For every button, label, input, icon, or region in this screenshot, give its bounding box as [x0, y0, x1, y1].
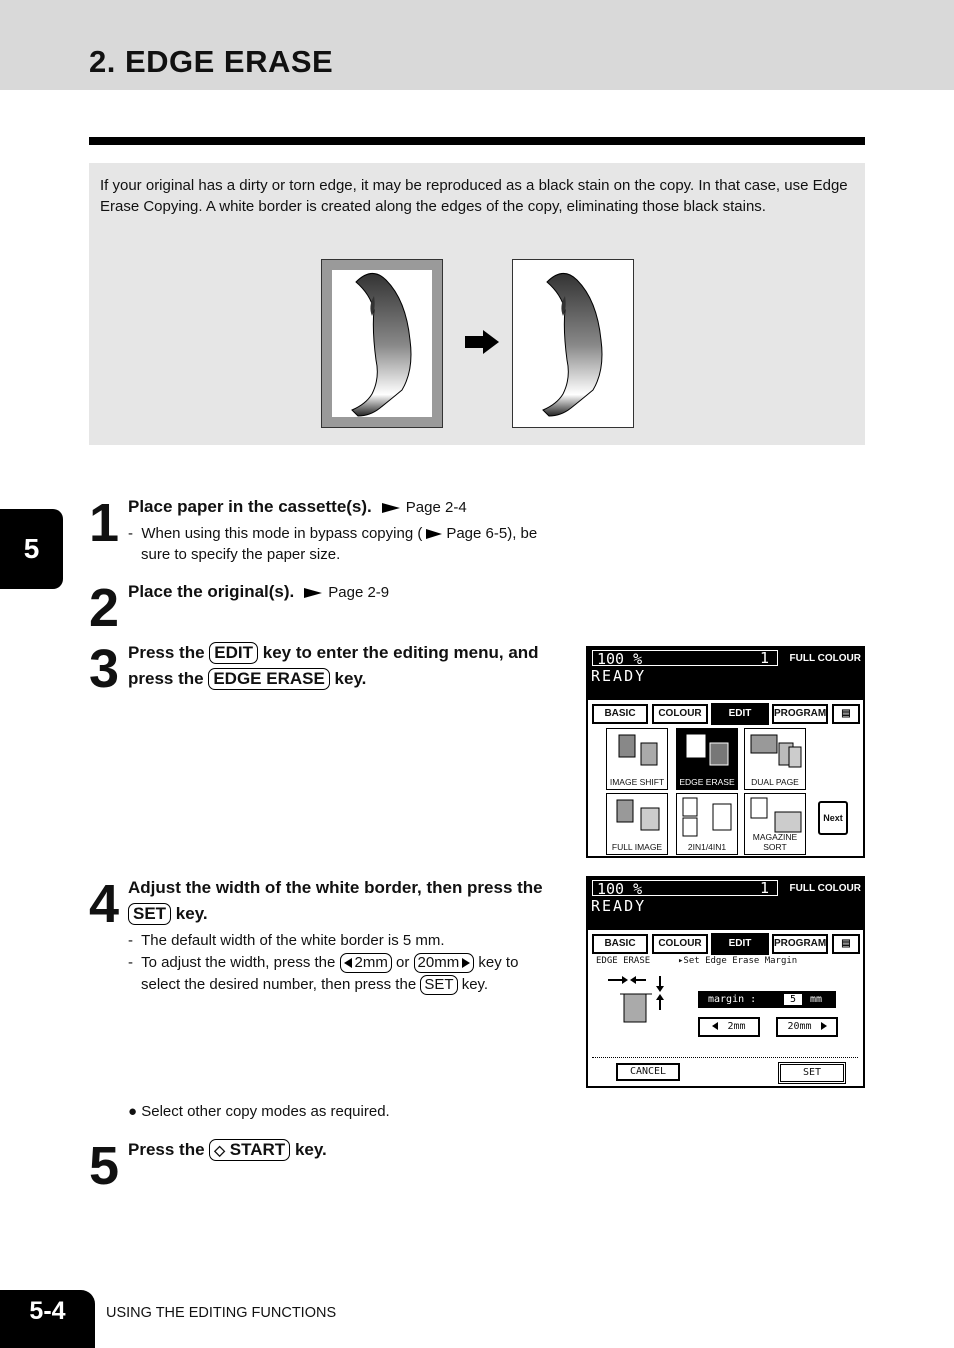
- tab-program[interactable]: PROGRAM: [772, 704, 828, 724]
- copy-figure: [512, 259, 634, 428]
- chapter-tab: 5: [0, 509, 63, 589]
- next-button[interactable]: Next: [818, 801, 848, 835]
- step-1-sub-ref: Page 6-5), be: [446, 525, 538, 542]
- edge-erase-button[interactable]: [676, 728, 738, 790]
- tab-row: [590, 704, 862, 724]
- tab-edit[interactable]: EDIT: [712, 704, 768, 724]
- arrow-right-icon: [465, 336, 485, 348]
- button-label: DUAL PAGE: [751, 777, 799, 787]
- section-name: USING THE EDITING FUNCTIONS: [106, 1305, 337, 1321]
- increase-20mm-button[interactable]: [776, 1017, 838, 1037]
- step-3-line2: press the: [128, 669, 204, 688]
- step-1-sub: - When using this mode in bypass copying ( Page 6-5), be sure to specify the paper size.: [128, 525, 538, 563]
- set-key: SET: [128, 903, 171, 925]
- dual-page-icon: [745, 729, 805, 773]
- page-title: 2. EDGE ERASE: [89, 44, 334, 79]
- step-number: 4: [89, 874, 118, 934]
- intro-box: [89, 163, 865, 445]
- 2in1-4in1-icon: [677, 794, 737, 838]
- colour-mode: FULL COLOUR: [789, 883, 861, 894]
- step-number: 2: [89, 578, 118, 638]
- step-1-text: [128, 494, 467, 521]
- page-ref-arrow-icon: [382, 503, 400, 513]
- button-label: 2mm: [727, 1021, 746, 1032]
- page-number: 5-4: [0, 1290, 95, 1348]
- control-panel-screen-1: [586, 646, 865, 858]
- bullet-note: [128, 1102, 390, 1123]
- button-label: FULL IMAGE: [611, 842, 663, 852]
- image-shift-button[interactable]: [606, 728, 668, 790]
- full-image-button[interactable]: [606, 793, 668, 855]
- screen-title: EDGE ERASE: [596, 956, 651, 966]
- dotted-divider: [592, 1057, 858, 1058]
- start-key: [209, 1139, 290, 1161]
- 2in1-4in1-button[interactable]: [676, 793, 738, 855]
- tab-row: [590, 934, 862, 954]
- magazine-sort-button[interactable]: [744, 793, 806, 855]
- bullet-text: Select other copy modes as required.: [141, 1103, 390, 1120]
- step-1-sub-text-2: sure to specify the paper size.: [141, 545, 341, 563]
- step-5-pre: Press the: [128, 1140, 205, 1159]
- status-text: READY: [591, 667, 647, 685]
- step-2-text: [128, 579, 389, 606]
- step-4-post: key.: [175, 904, 208, 923]
- tab-basic[interactable]: BASIC: [592, 704, 648, 724]
- button-label: EDGE ERASE: [679, 777, 735, 787]
- original-figure: [321, 259, 443, 428]
- margin-value: 5: [784, 994, 802, 1005]
- button-label: MAGAZINE SORT: [752, 832, 798, 852]
- edge-erase-key: EDGE ERASE: [208, 668, 329, 690]
- left-arrow-icon: [344, 958, 352, 968]
- margin-label: margin :: [708, 994, 757, 1005]
- page-ref: Page 2-4: [405, 499, 467, 516]
- step-5-post: key.: [294, 1140, 327, 1159]
- title-rule: [89, 137, 865, 145]
- status-area: [588, 648, 863, 700]
- tab-program[interactable]: PROGRAM: [772, 934, 828, 954]
- 2mm-key: [340, 953, 392, 973]
- step-3-pre: Press the: [128, 643, 205, 662]
- step-3-mid: key to enter the editing menu, and: [262, 643, 539, 662]
- step-4-sub1: The default width of the white border is 5 mm.: [141, 932, 445, 949]
- step-4-text: [128, 875, 578, 927]
- full-image-icon: [607, 794, 667, 838]
- left-arrow-icon: [712, 1022, 718, 1030]
- tab-basic[interactable]: BASIC: [592, 934, 648, 954]
- screen-hint: ▸Set Edge Erase Margin: [678, 956, 798, 966]
- copy-count: 1: [760, 649, 770, 667]
- dual-page-button[interactable]: [744, 728, 806, 790]
- decrease-2mm-button[interactable]: [698, 1017, 760, 1037]
- step-4-sub2c: select the desired number, then press the: [141, 976, 417, 993]
- button-label: 2IN1/4IN1: [687, 842, 727, 852]
- set-button[interactable]: SET: [778, 1062, 846, 1084]
- tab-extra-icon[interactable]: ▤: [832, 704, 860, 724]
- step-4-line1: Adjust the width of the white border, then press the: [128, 878, 543, 897]
- step-3-post: key.: [334, 669, 367, 688]
- tab-extra-icon[interactable]: ▤: [832, 934, 860, 954]
- 20mm-key-label: 20mm: [417, 954, 460, 971]
- margin-unit: mm: [810, 994, 823, 1005]
- dolphin-image: [513, 260, 633, 427]
- start-key-label: START: [229, 1140, 286, 1159]
- right-arrow-icon: [462, 958, 470, 968]
- control-panel-screen-2: [586, 876, 865, 1088]
- step-3-text: [128, 640, 578, 692]
- header-bar: [0, 0, 954, 90]
- page-ref-arrow-icon: [304, 588, 322, 598]
- edge-erase-icon: [677, 729, 737, 773]
- status-area: [588, 878, 863, 930]
- image-shift-icon: [607, 729, 667, 773]
- button-label: 20mm: [787, 1021, 812, 1032]
- step-number: 1: [89, 493, 118, 553]
- zoom-readout: 100 %: [592, 650, 778, 666]
- margin-diagram-icon: [606, 972, 666, 1032]
- step-5-text: [128, 1137, 327, 1163]
- 2mm-key-label: 2mm: [354, 954, 388, 971]
- zoom-readout: 100 %: [592, 880, 778, 896]
- screen-hint-text: Set Edge Erase Margin: [683, 956, 798, 966]
- tab-colour[interactable]: COLOUR: [652, 704, 708, 724]
- page-ref-arrow-icon: [426, 529, 442, 539]
- step-4-sub2d: key.: [461, 976, 489, 993]
- step-4-sub: - The default width of the white border is 5 mm. - To adjust the width, press the 2mm or 20mm key to select the desired number, then press the SET key.: [128, 932, 519, 993]
- 20mm-key: [414, 953, 475, 973]
- edit-key: EDIT: [209, 642, 258, 664]
- page-ref: Page 2-9: [328, 584, 390, 601]
- start-icon: ◇: [214, 1142, 226, 1158]
- right-arrow-icon: [821, 1022, 827, 1030]
- colour-mode: FULL COLOUR: [789, 653, 861, 664]
- step-4-sub2b: key to: [478, 954, 519, 971]
- step-2-main: Place the original(s).: [128, 582, 295, 601]
- set-key-small: SET: [420, 975, 457, 995]
- intro-text: If your original has a dirty or torn edge, it may be reproduced as a black stain on the copy. In that case, use Edge Erase Copying. A white border is created along the edges of the copy, eliminating those black stains.: [100, 177, 848, 215]
- step-1-main: Place paper in the cassette(s).: [128, 497, 372, 516]
- tab-edit[interactable]: EDIT: [712, 934, 768, 954]
- margin-display: [698, 991, 836, 1008]
- bullet-icon: ●: [128, 1103, 138, 1120]
- cancel-button[interactable]: CANCEL: [616, 1063, 680, 1081]
- status-text: READY: [591, 897, 647, 915]
- copy-count: 1: [760, 879, 770, 897]
- step-1-sub-text: When using this mode in bypass copying (: [141, 525, 423, 542]
- arrow-head: [483, 330, 499, 354]
- dolphin-image: [322, 260, 442, 427]
- step-4-sub2a: To adjust the width, press the: [141, 954, 336, 971]
- tab-colour[interactable]: COLOUR: [652, 934, 708, 954]
- step-number: 3: [89, 639, 118, 699]
- button-label: IMAGE SHIFT: [609, 777, 665, 787]
- step-number: 5: [89, 1136, 118, 1196]
- or-text: or: [396, 954, 410, 971]
